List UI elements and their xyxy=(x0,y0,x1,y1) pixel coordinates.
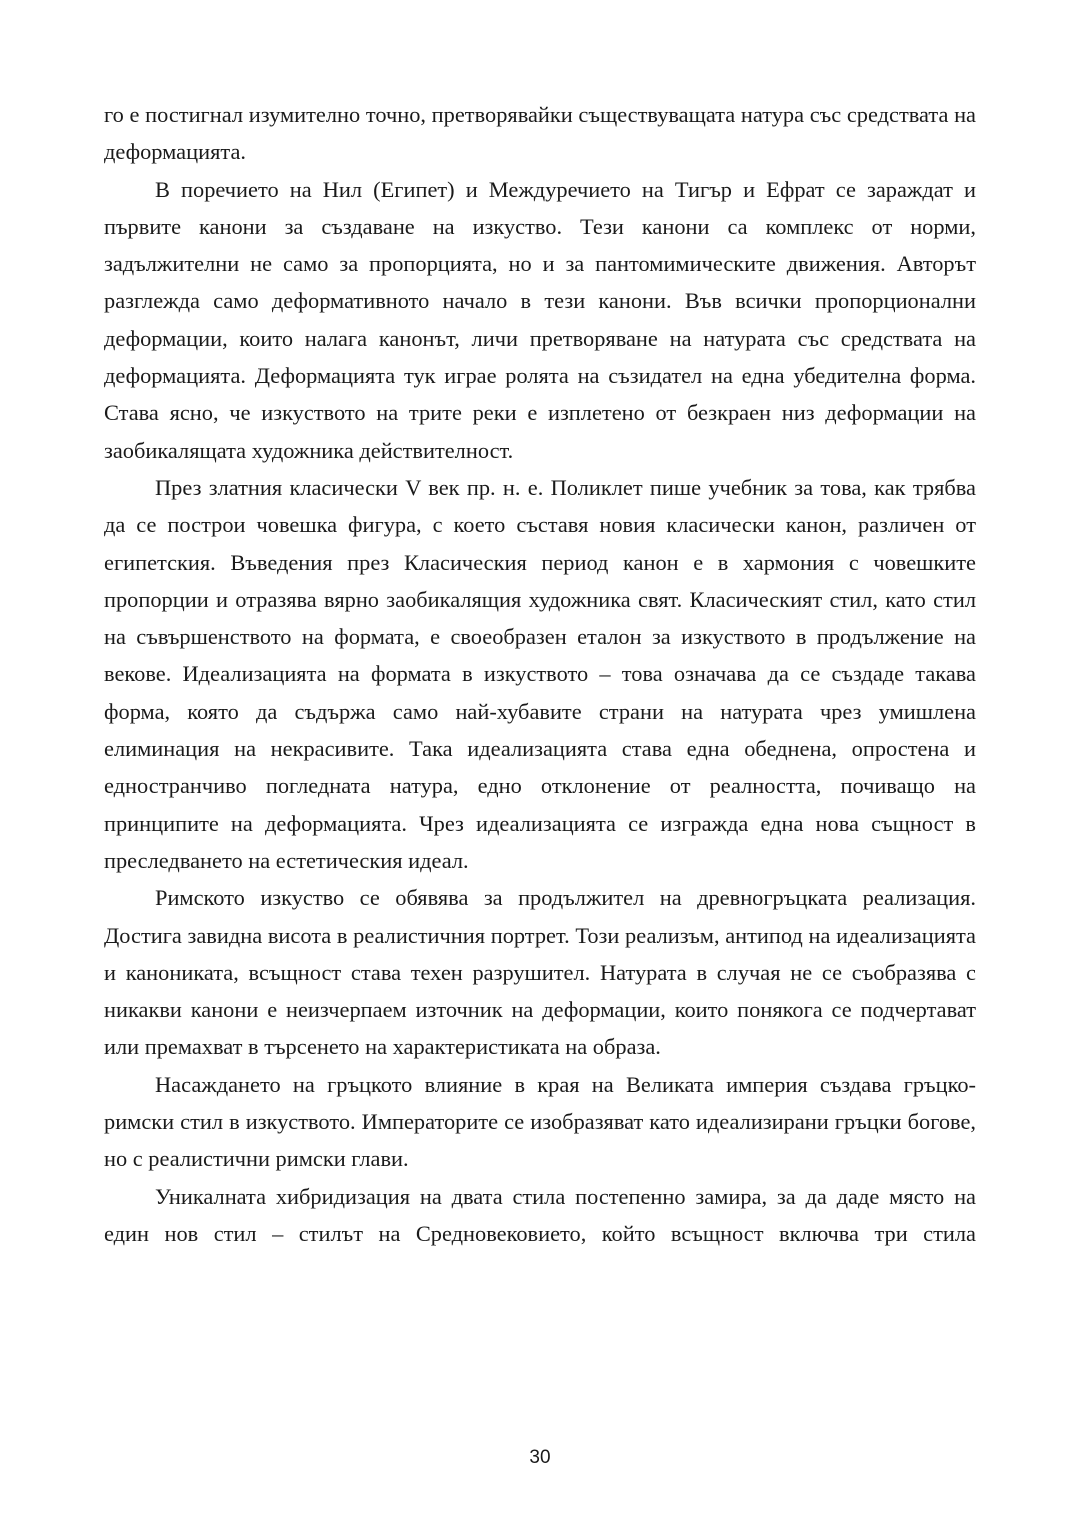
paragraph-continuation: го е постигнал изумително точно, претворявайки съществуващата натура със средствата на деформацията. xyxy=(104,102,976,165)
page-number: 30 xyxy=(529,1447,551,1468)
paragraph-greek-influence: Насаждането на гръцкото влияние в края на Великата империя създава гръцко-римски стил в изкуството. Императорите се изобразяват като идеализирани гръцки богове, но с реалистични римски глави. xyxy=(104,1071,976,1172)
paragraph-middle-ages: Уникалната хибридизация на двата стила постепенно замира, за да даде място на един нов стил – стилът на Средновековието, който всъщност включва три стила xyxy=(104,1183,976,1246)
paragraph-roman-art: Римското изкуство се обявява за продължител на древногръцката реализация. Достига завидна висота в реалистичния портрет. Този реализъм, антипод на идеализацията и канониката, всъщност става техен разрушител. Натурата в случая не се съобразява с никакви канони е неизчерпаем източник на деформации, които понякога се подчертават или премахват в търсенето на характеристиката на образа. xyxy=(104,885,976,1060)
paragraph-nile-mesopotamia: В поречието на Нил (Египет) и Междуречието на Тигър и Ефрат се зараждат и първите канони за създаване на изкуство. Тези канони са комплекс от норми, задължителни не само за пропорцията, но и за пантомимическите движения. Авторът разглежда само деформативното начало в тези канони. Във всички пропорционални деформации, които налага канонът, личи претворяване на натурата със средствата на деформацията. Деформацията тук играе ролята на съзидател на една убедителна форма. Става ясно, че изкуството на трите реки е изплетено от безкраен низ деформации на заобикалящата художника действителност. xyxy=(104,176,976,463)
paragraph-classical-canon: През златния класически V век пр. н. е. Поликлет пише учебник за това, как трябва да се построи човешка фигура, с което съставя новия класически канон, различен от египетския. Въведения през Класическия период канон е в хармония с човешките пропорции и отразява вярно заобикалящия художника свят. Класическият стил, като стил на съвършенството на формата, е своеобразен еталон за изкуството в продължение на векове. Идеализацията на формата в изкуството – това означава да се създаде такава форма, която да съдържа само най-хубавите страни на натурата чрез умишлена елиминация на некрасивите. Така идеализацията става една обеднена, опростена и едностранчиво погледната натура, едно отклонение от реалността, почиващо на принципите на деформацията. Чрез идеализацията се изгражда една нова същност в преследването на естетическия идеал. xyxy=(104,474,976,873)
page-body xyxy=(104,96,976,1252)
